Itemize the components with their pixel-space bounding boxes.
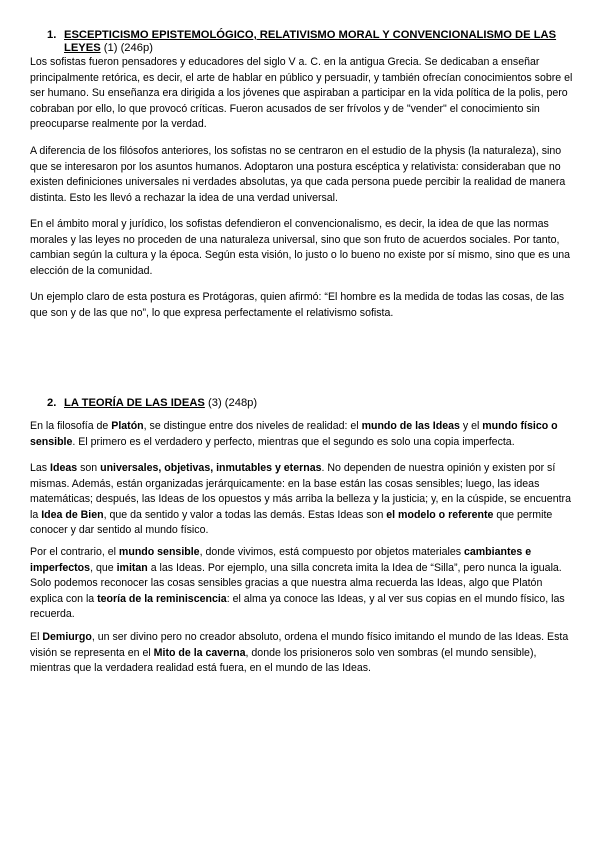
section-1-paragraph-4: Un ejemplo claro de esta postura es Protágoras, quien afirmó: “El hombre es la medida de todas las cosas, de las que son y de las que no”, lo que expresa perfectamente el relativismo sofista.: [30, 291, 565, 319]
section-1-paragraph-1: Los sofistas fueron pensadores y educadores del siglo V a. C. en la antigua Grecia. Se dedicaban a enseñar principalmente retórica, es decir, el arte de hablar en público y persuadir, y también ofrecían conocimientos sobre el ser humano. Su enseñanza era dirigida a los jóvenes que aspiraban a participar en la vida política de la polis, pero cobraban por ello, lo que provocó críticas. Fueron acusados de ser frívolos y de "vender" el conocimiento sin preocuparse realmente por la verdad.: [30, 56, 573, 131]
section-2-ref: (3) (248p): [204, 397, 258, 409]
section-2-title: LA TEORÍA DE LAS IDEAS: [64, 397, 205, 409]
section-1-paragraph-3: En el ámbito moral y jurídico, los sofistas defendieron el convencionalismo, es decir, la idea de que las normas morales y las leyes no proceden de una naturaleza universal, sino que son fruto de acuerdos sociales. Por tanto, cambian según la cultura y la época. Según esta visión, lo justo o lo bueno no existe por sí mismo, sino que es una elección de la comunidad.: [30, 218, 571, 277]
section-2-paragraph-3: Por el contrario, el mundo sensible, donde vivimos, está compuesto por objetos materiales cambiantes e imperfectos, que imitan a las Ideas. Por ejemplo, una silla concreta imita la Idea de “Silla”, pero nunca la iguala. Solo podemos reconocer las cosas sensibles gracias a que nuestra alma recuerda las Ideas, algo que Platón explica con la teoría de la reminiscencia: el alma ya conoce las Ideas, y al ver sus copias en el mundo físico, las recuerda.: [30, 546, 565, 621]
section-1-heading: [47, 29, 556, 42]
section-1-paragraph-2: A diferencia de los filósofos anteriores, los sofistas no se centraron en el estudio de la physis (la naturaleza), sino que se interesaron por los asuntos humanos. Adoptaron una postura escéptica y relativista: consideraban que no existen definiciones universales ni verdades absolutas, ya que cada persona puede percibir la realidad de manera distinta. Esto les llevó a rechazar la idea de una verdad universal.: [30, 145, 566, 204]
section-1-title-line2: LEYES: [64, 42, 101, 54]
section-2-paragraph-4: El Demiurgo, un ser divino pero no creador absoluto, ordena el mundo físico imitando el mundo de las Ideas. Esta visión se representa en el Mito de la caverna, donde los prisioneros solo ven sombras (el mundo sensible), mientras que la verdadera realidad está fuera, en el mundo de las Ideas.: [30, 631, 569, 675]
section-1-title-line1: ESCEPTICISMO EPISTEMOLÓGICO, RELATIVISMO MORAL Y CONVENCIONALISMO DE LAS: [64, 29, 557, 41]
section-2-number: 2.: [47, 397, 57, 409]
section-2-heading: [47, 397, 257, 410]
section-1-heading-cont: [64, 42, 153, 55]
section-2-paragraph-1: En la filosofía de Platón, se distingue entre dos niveles de realidad: el mundo de las Ideas y el mundo físico o sensible. El primero es el verdadero y perfecto, mientras que el segundo es solo una copia imperfecta.: [30, 420, 558, 448]
section-1-number: 1.: [47, 29, 57, 41]
section-1-ref: (1) (246p): [100, 42, 153, 54]
section-2-paragraph-2: Las Ideas son universales, objetivas, inmutables y eternas. No dependen de nuestra opinión y existen por sí mismas. Además, están organizadas jerárquicamente: en la base están las cosas sensibles; luego, las ideas matemáticas; después, las Ideas de los opuestos y más arriba la belleza y la justicia; y, en la cúspide, se encuentra la Idea de Bien, que da sentido y valor a todas las demás. Estas Ideas son el modelo o referente que permite conocer y dar sentido al mundo físico.: [30, 462, 571, 537]
